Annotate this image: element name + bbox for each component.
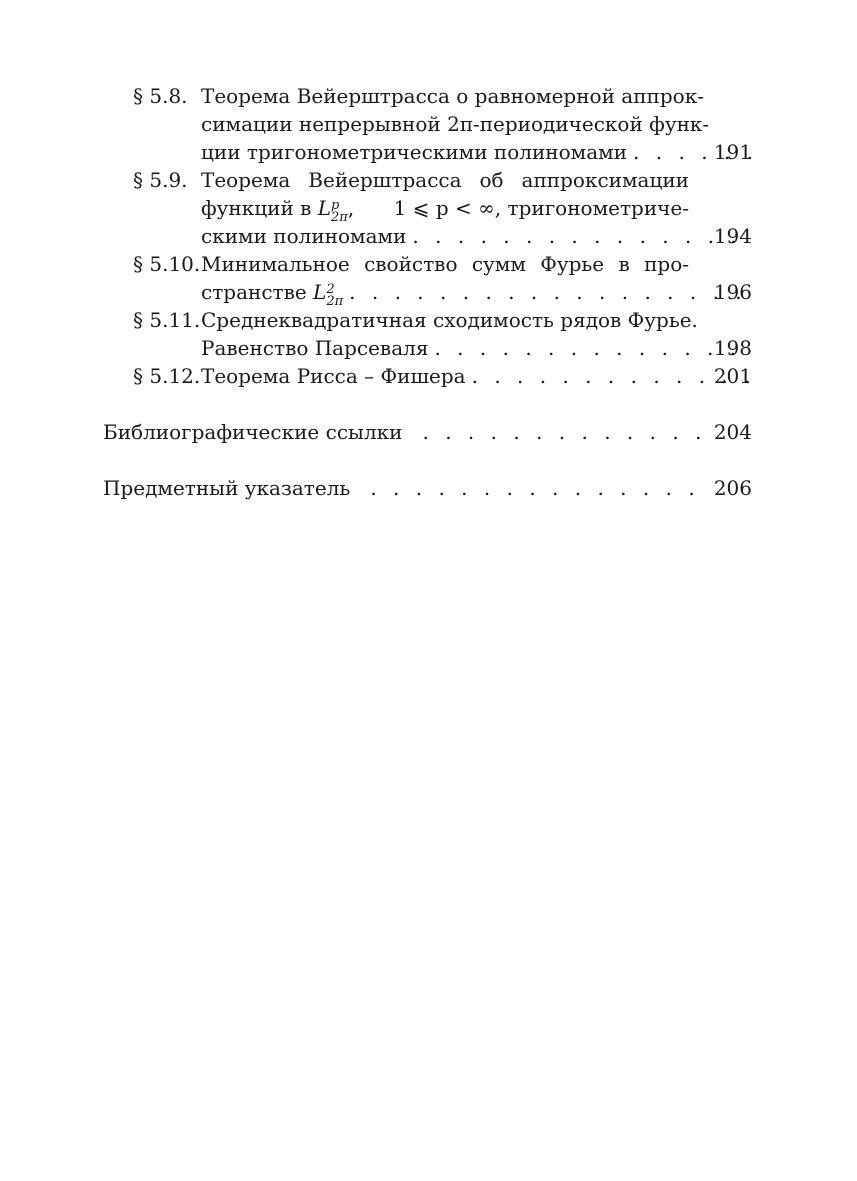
page-number[interactable]: 204: [713, 420, 752, 444]
function-space-indices: [331, 197, 348, 225]
entry-continuation: [0, 223, 857, 249]
toc-entry-5-10[interactable]: [0, 251, 857, 277]
page-number[interactable]: 206: [713, 476, 752, 500]
entry-title-line: [201, 195, 689, 225]
section-number: § 5.12.: [133, 364, 201, 388]
function-space-symbol: L: [313, 280, 327, 304]
dot-leader: [370, 475, 703, 501]
toc-entry-5-11[interactable]: [0, 307, 857, 333]
entry-title-text: Равенство Парсеваля: [201, 336, 429, 360]
entry-title-line: [201, 279, 751, 309]
space-subscript: 2π: [326, 293, 344, 309]
section-number: § 5.8.: [133, 84, 188, 108]
entry-title-line: [201, 363, 751, 389]
entry-title-line: [201, 335, 751, 361]
entry-title-text: функций в L p 2π ,: [201, 196, 355, 225]
space-superscript: p: [331, 197, 340, 213]
entry-title-line: Среднеквадратичная сходимость рядов Фурье.: [201, 308, 698, 332]
dot-leader: [349, 279, 751, 305]
page-number[interactable]: 198: [713, 336, 752, 360]
entry-continuation: [0, 139, 857, 165]
dot-leader: [472, 363, 751, 389]
toc-entry-5-8[interactable]: [0, 83, 857, 109]
function-space-indices: [326, 281, 344, 309]
entry-continuation: [0, 279, 857, 309]
entry-title-line: [103, 419, 703, 445]
function-space-symbol: L: [317, 196, 332, 220]
entry-title-text: скими полиномами: [201, 224, 407, 248]
entry-title-fragment: функций в: [201, 196, 312, 220]
page-number[interactable]: 194: [713, 224, 752, 248]
dot-leader: [434, 335, 751, 361]
entry-title-fragment: странстве: [201, 280, 307, 304]
entry-title-text: ции тригонометрическими полиномами: [201, 140, 628, 164]
section-number: § 5.9.: [133, 168, 188, 192]
toc-entry-bibliography[interactable]: [0, 419, 857, 445]
section-number: § 5.11.: [133, 308, 201, 332]
space-superscript: 2: [326, 281, 335, 297]
section-number: § 5.10.: [133, 252, 201, 276]
entry-title-line: симации непрерывной 2π-периодической функ-: [201, 112, 710, 136]
entry-title-line: [201, 223, 751, 249]
space-subscript: 2π: [331, 209, 348, 225]
entry-title-text: Теорема Рисса – Фишера: [201, 364, 466, 388]
toc-entry-5-12[interactable]: [0, 363, 857, 389]
dot-leader: [422, 419, 703, 445]
entry-continuation: [0, 111, 857, 137]
entry-title-line: Минимальное свойство сумм Фурье в про-: [201, 252, 689, 276]
page-number[interactable]: 201: [713, 364, 752, 388]
entry-title-text: Предметный указатель: [103, 476, 351, 500]
toc-entry-index[interactable]: [0, 475, 857, 501]
entry-title-fragment: 1 ⩽ p < ∞, тригонометриче-: [393, 196, 689, 220]
entry-title-line: [103, 475, 703, 501]
entry-continuation: [0, 335, 857, 361]
page-number[interactable]: 191: [713, 140, 752, 164]
entry-title-text: Библиографические ссылки: [103, 420, 403, 444]
toc-entry-5-9[interactable]: [0, 167, 857, 193]
entry-title-line: Теорема Вейерштрасса об аппроксимации: [201, 168, 689, 192]
entry-title-line: Теорема Вейерштрасса о равномерной аппрок-: [201, 84, 704, 108]
dot-leader: [412, 223, 751, 249]
entry-title-line: [201, 139, 751, 165]
entry-continuation: [0, 195, 857, 225]
page-number[interactable]: 196: [713, 280, 752, 304]
entry-title-text: [201, 279, 344, 309]
